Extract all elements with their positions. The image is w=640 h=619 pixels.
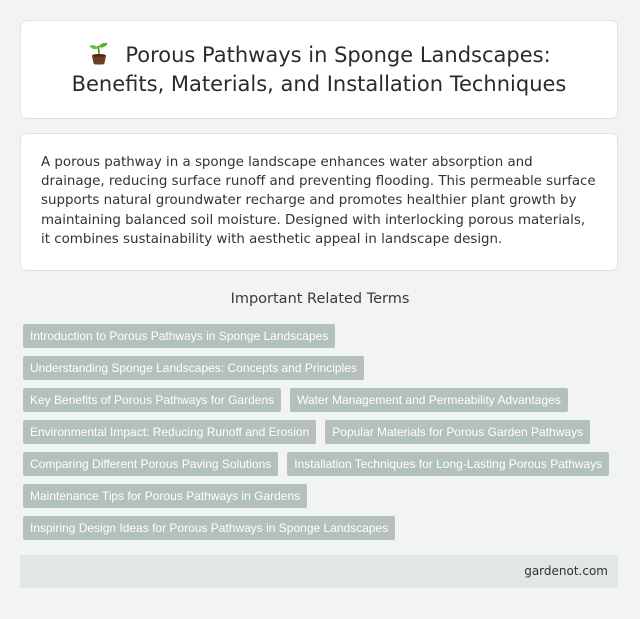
summary-text: A porous pathway in a sponge landscape enhances water absorption and drainage, reducing surface runoff and preventing flooding. This permeable surface supports natural groundwater recharge and promotes healthier plant growth by maintaining balanced soil moisture. Designed with interlocking porous materials, it combines sustainability with aesthetic appeal in landscape design.: [41, 155, 596, 247]
tag-row: [23, 324, 623, 348]
summary-card: [20, 133, 618, 271]
related-term-tag[interactable]: Comparing Different Porous Paving Solutions: [23, 452, 278, 476]
tag-row: [23, 356, 623, 380]
tag-row: [23, 516, 623, 540]
tag-row: [23, 420, 623, 444]
related-term-tag[interactable]: Environmental Impact: Reducing Runoff and Erosion: [23, 420, 316, 444]
site-link[interactable]: gardenot.com: [524, 564, 608, 578]
related-terms-list: [23, 324, 623, 548]
related-term-tag[interactable]: Understanding Sponge Landscapes: Concepts and Principles: [23, 356, 364, 380]
related-term-tag[interactable]: Water Management and Permeability Advantages: [290, 388, 568, 412]
footer: [20, 555, 618, 588]
seedling-icon: [87, 41, 111, 65]
tag-row: [23, 484, 623, 508]
related-terms-heading: Important Related Terms: [230, 291, 410, 307]
related-term-tag[interactable]: Maintenance Tips for Porous Pathways in Gardens: [23, 484, 307, 508]
related-term-tag[interactable]: Installation Techniques for Long-Lasting Porous Pathways: [287, 452, 609, 476]
title-card: [20, 20, 618, 119]
tag-row: [23, 388, 623, 412]
related-term-tag[interactable]: Inspiring Design Ideas for Porous Pathways in Sponge Landscapes: [23, 516, 395, 540]
tag-row: [23, 452, 623, 476]
related-term-tag[interactable]: Popular Materials for Porous Garden Pathways: [325, 420, 590, 444]
related-term-tag[interactable]: Introduction to Porous Pathways in Sponge Landscapes: [23, 324, 335, 348]
related-term-tag[interactable]: Key Benefits of Porous Pathways for Gardens: [23, 388, 281, 412]
page-title-text: Porous Pathways in Sponge Landscapes: Benefits, Materials, and Installation Techniques: [71, 42, 567, 96]
page-title: [49, 41, 589, 99]
